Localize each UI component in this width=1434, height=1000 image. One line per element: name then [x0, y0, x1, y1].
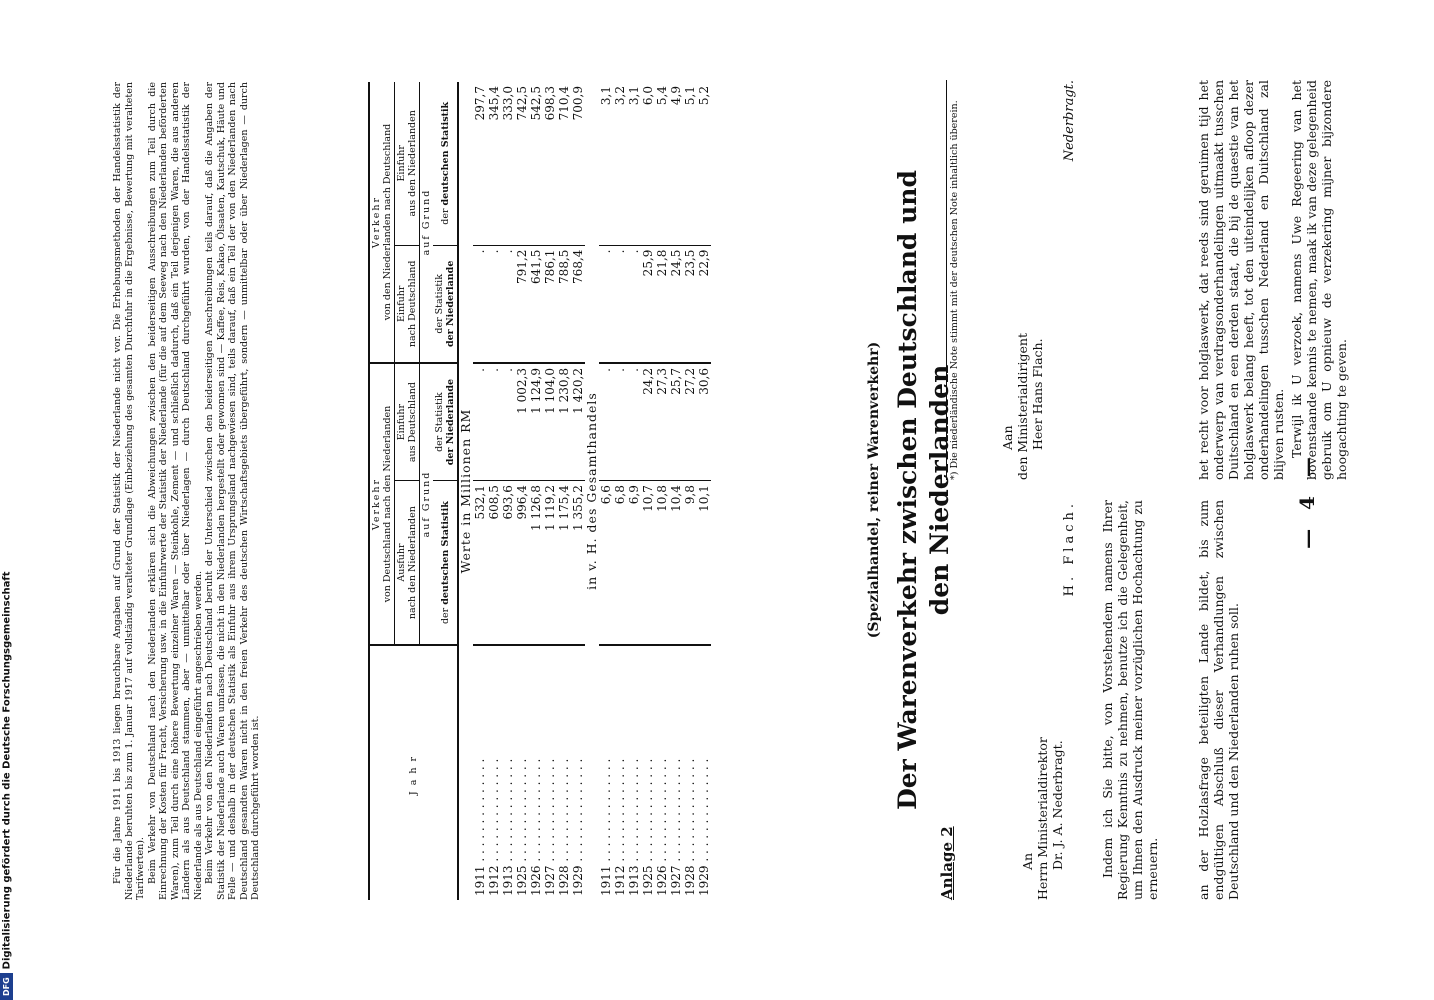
row-value: 532,1 [473, 481, 487, 645]
row-value: 6,9 [627, 481, 641, 645]
row-value: 1 355,2 [571, 481, 585, 645]
row-value: 9,8 [683, 481, 697, 645]
group1-label: Verkehr [371, 477, 382, 531]
row-value: . [473, 363, 487, 481]
addressee-nl-name: Heer Hans Flach. [1030, 338, 1045, 450]
table-row [627, 82, 641, 900]
letter-nl-addressee [1000, 333, 1045, 480]
col1-basis-pre: der [439, 607, 451, 625]
col4-line1: Einfuhr [396, 145, 407, 182]
row-value: . [473, 245, 487, 363]
row-year: 1913 . . . . . . . . . . . . . . [501, 758, 515, 896]
col2-header [395, 363, 420, 481]
row-value: 27,2 [683, 363, 697, 481]
row-value: 608,5 [487, 481, 501, 645]
row-year: 1929 . . . . . . . . . . . . . . [697, 758, 711, 896]
row-value: 1 175,4 [557, 481, 571, 645]
row-value: 641,5 [529, 245, 543, 363]
credit-text: Digitalisierung gefördert durch die Deutsche Forschungsgemeinschaft [1, 571, 13, 970]
row-value: 1 119,2 [543, 481, 557, 645]
table-row [599, 82, 613, 900]
row-value: . [613, 245, 627, 363]
row-value: 6,0 [641, 82, 655, 245]
row-value: . [487, 245, 501, 363]
row-year: 1927 . . . . . . . . . . . . . . [543, 758, 557, 896]
addressee-nl-title: den Ministerialdirigent [1015, 333, 1030, 480]
annex-label: Anlage 2 [938, 826, 956, 900]
letter-nl-footnote: *) Die niederländische Note stimmt mit der deutschen Note inhaltlich überein. [946, 80, 960, 480]
row-value: 3,1 [599, 82, 613, 245]
col1-line2: nach den Niederlanden [407, 506, 418, 620]
table-footnotes [112, 82, 262, 900]
row-value: . [599, 245, 613, 363]
row-value: 30,6 [697, 363, 711, 481]
percent-section [585, 82, 711, 900]
group2-label: Verkehr [371, 195, 382, 249]
letter-de-addressee [1020, 737, 1065, 900]
auf-grund-2: auf Grund [420, 82, 434, 363]
col2-line2: aus Deutschland [407, 382, 418, 463]
row-value: . [501, 363, 515, 481]
col4-basis-name: deutschen Statistik [439, 101, 451, 206]
addressee-name: Dr. J. A. Nederbragt. [1050, 740, 1065, 870]
row-value: 10,4 [669, 481, 683, 645]
footnote-1: Für die Jahre 1911 bis 1913 liegen brauchbare Angaben auf Grund der Statistik der Niederlande nicht vor. Die Erhebungsmethoden der Handelsstatistik der Niederlande beruhten bis zum 1. Januar 1917 auf vollständig veralteter Grundlage (Einbeziehung des gesamten Durchfuhr in die Ergebnisse, Bewertung mit veralteten Tarifwerten). [112, 82, 146, 900]
table-row [557, 82, 571, 900]
auf-grund-1: auf Grund [420, 363, 434, 645]
section-percent-label: in v. H. des Gesamthandels [584, 392, 599, 590]
row-value: 698,3 [543, 82, 557, 245]
addressee-aan: Aan [1000, 425, 1015, 450]
letter-de-closing: Indem ich Sie bitte, von Vorstehendem namens Ihrer Regierung Kenntnis zu nehmen, benutze ich die Gelegenheit, um Ihnen den Ausdruck meiner vorzüglichen Hochachtung zu erneuern. [1100, 500, 1160, 900]
annex-title: Der Warenverkehr zwischen Deutschland und den Niederlanden [893, 170, 954, 810]
row-value: . [627, 363, 641, 481]
col2-line1: Einfuhr [396, 403, 407, 441]
col4-basis [433, 82, 458, 245]
col3-basis-name: der Niederlande [445, 260, 456, 348]
row-value: 4,9 [669, 82, 683, 245]
dfg-logo-icon: DFG [0, 973, 13, 1000]
row-value: 333,0 [501, 82, 515, 245]
row-year: 1925 . . . . . . . . . . . . . . [641, 758, 655, 896]
row-value: 693,6 [501, 481, 515, 645]
row-value: 742,5 [515, 82, 529, 245]
footnote-3: Beim Verkehr von den Niederlanden nach Deutschland beruht der Unterschied zwischen den beiderseitigen Anschreibungen teils darauf, daß die Angaben der Statistik der Niederlande auch Waren umfassen, die nicht in den Niederlanden hergestellt oder gewonnen sind — Kaffee, Reis, Kakao, Ölsaaten, Kautschuk, Häute und Felle — und deshalb in der deutschen Statistik als Einfuhr aus ihrem Ursprungsland nachgewiesen sind, teils darauf, daß ein Teil der von den Niederlanden nach Deutschland gesandten Waren nicht in den freien Verkehr des deutschen Wirtschaftsgebiets übergeführt, sondern — unmittelbar oder über Niederlagen — durch Deutschland durchgeführt worden ist. [204, 82, 261, 900]
row-year: 1928 . . . . . . . . . . . . . . [557, 758, 571, 896]
row-year: 1912 . . . . . . . . . . . . . . [487, 758, 501, 896]
col2-basis [433, 363, 458, 481]
row-year: 1926 . . . . . . . . . . . . . . [655, 758, 669, 896]
values-section [458, 82, 585, 900]
table-row [641, 82, 655, 900]
row-value: 22,9 [697, 245, 711, 363]
row-year: 1911 . . . . . . . . . . . . . . [473, 758, 487, 896]
table-row [501, 82, 515, 900]
table-row [515, 82, 529, 900]
row-year: 1911 . . . . . . . . . . . . . . [599, 758, 613, 896]
row-value: . [613, 363, 627, 481]
row-year: 1929 . . . . . . . . . . . . . . [571, 758, 585, 896]
col2-basis-name: der Niederlande [445, 378, 456, 466]
table-row [543, 82, 557, 900]
row-value: 786,1 [543, 245, 557, 363]
letter-nl [1196, 80, 1352, 480]
col3-line1: Einfuhr [396, 285, 407, 323]
col3-header [395, 245, 420, 363]
row-value: 345,4 [487, 82, 501, 245]
col1-basis-name: deutschen Statistik [439, 501, 451, 605]
row-value: 542,5 [529, 82, 543, 245]
row-year: 1913 . . . . . . . . . . . . . . [627, 758, 641, 896]
row-value: . [599, 363, 613, 481]
annex-subtitle: (Spezialhandel, reiner Warenverkehr) [866, 341, 882, 639]
row-value: . [501, 245, 515, 363]
table-row [487, 82, 501, 900]
table-row [683, 82, 697, 900]
col4-basis-pre: der [439, 208, 451, 225]
row-year: 1926 . . . . . . . . . . . . . . [529, 758, 543, 896]
col1-line1: Ausfuhr [396, 543, 407, 582]
letter-de-closing-block [1100, 500, 1163, 900]
row-value: 10,8 [655, 481, 669, 645]
row-year: 1912 . . . . . . . . . . . . . . [613, 758, 627, 896]
row-value: 10,1 [697, 481, 711, 645]
row-year: 1928 . . . . . . . . . . . . . . [683, 758, 697, 896]
table-row [571, 82, 585, 900]
row-value: 25,7 [669, 363, 683, 481]
table-row [613, 82, 627, 900]
row-value: 1 420,2 [571, 363, 585, 481]
table-row [655, 82, 669, 900]
row-value: 996,4 [515, 481, 529, 645]
row-value: 788,5 [557, 245, 571, 363]
row-value: 21,8 [655, 245, 669, 363]
col3-basis-pre: der Statistik [434, 274, 445, 334]
row-value: 768,4 [571, 245, 585, 363]
header-group1 [369, 363, 395, 645]
page-number: — 4 — [1295, 451, 1319, 549]
group2-sub: von den Niederlanden nach Deutschland [382, 123, 393, 321]
row-value: . [487, 363, 501, 481]
row-value: 23,5 [683, 245, 697, 363]
row-value: 24,5 [669, 245, 683, 363]
col4-line2: aus den Niederlanden [407, 110, 418, 217]
row-value: 24,2 [641, 363, 655, 481]
letter-de-signature: H. Flach. [1062, 500, 1077, 597]
letter-de [1196, 500, 1244, 900]
table-row [669, 82, 683, 900]
row-value: 5,2 [697, 82, 711, 245]
col1-header [395, 481, 420, 645]
col1-basis [433, 481, 458, 645]
letter-de-text-top: an der Holzlasfrage beteiligten Lande bildet, bis zum endgültigen Abschluß dieser Verhandlungen zwischen Deutschland und den Niederlanden ruhen soll. [1196, 500, 1241, 900]
col2-basis-pre: der Statistik [434, 392, 445, 452]
addressee-title: Herrn Ministerialdirektor [1035, 737, 1050, 900]
row-value: 27,3 [655, 363, 669, 481]
header-group2 [369, 82, 395, 363]
row-value: 297,7 [473, 82, 487, 245]
digitization-credit [0, 0, 22, 1000]
row-value: 710,4 [557, 82, 571, 245]
row-value: 3,2 [613, 82, 627, 245]
header-year: Jahr [369, 645, 458, 900]
row-value: 1 002,3 [515, 363, 529, 481]
col3-basis [433, 245, 458, 363]
row-value: 1 124,9 [529, 363, 543, 481]
row-year: 1927 . . . . . . . . . . . . . . [669, 758, 683, 896]
table-row [697, 82, 711, 900]
row-value: 1 230,8 [557, 363, 571, 481]
row-value: 1 126,8 [529, 481, 543, 645]
row-value: . [627, 245, 641, 363]
letter-nl-closing: Terwijl ik U verzoek, namens Uwe Regeering van het bovenstaande kennis te nemen, maak ik van deze gelegenheid gebruik om U opnieuw de verzekering mijner bijzondere hoogachting te geven. [1289, 80, 1349, 480]
table-row [473, 82, 487, 900]
addressee-an: An [1020, 852, 1035, 870]
col4-header [395, 82, 420, 245]
section-values-label: Werte in Millionen RM [458, 408, 473, 574]
row-year: 1925 . . . . . . . . . . . . . . [515, 758, 529, 896]
row-value: 1 104,0 [543, 363, 557, 481]
row-value: 6,6 [599, 481, 613, 645]
row-value: 10,7 [641, 481, 655, 645]
trade-table [368, 82, 711, 900]
row-value: 5,1 [683, 82, 697, 245]
letter-nl-signature: Nederbragt. [1062, 80, 1077, 162]
table-row [529, 82, 543, 900]
row-value: 6,8 [613, 481, 627, 645]
row-value: 25,9 [641, 245, 655, 363]
row-value: 700,9 [571, 82, 585, 245]
col3-line2: nach Deutschland [407, 260, 418, 348]
row-value: 791,2 [515, 245, 529, 363]
footnote-2: Beim Verkehr von Deutschland nach den Niederlanden erklären sich die Abweichungen zwischen den beiderseitigen Ausschreibungen zum Teil durch die Einrechnung der Kosten für Fracht, Versicherung usw. in die Einfuhrwerte der Statistik der Niederlande (für die auf dem Seeweg nach den Niederlanden beförderten Waren), zum Teil durch eine höhere Bewertung einzelner Waren — Steinkohle, Zement — und schließlich dadurch, daß ein Teil derjenigen Waren, die aus anderen Ländern als aus Deutschland stammen, aber — unmittelbar oder über Niederlagen — durch Deutschland durchgeführt wurden, von der Handelsstatistik der Niederlande als aus Deutschland eingeführt angeschrieben werden. [146, 82, 204, 900]
row-value: 5,4 [655, 82, 669, 245]
letter-nl-text-top: het recht voor holglaswerk, dat reeds sind geruimen tijd het onderwerp van verdragsonderhandelingen uitmaakt tusschen Duitschland en een derden staat, die bij de quaestie van het holglaswerk belang heeft, tot den uiteindelijken afloop dezer onderhandelingen tusschen Nederland en Duitschland zal blijven rusten. [1196, 80, 1286, 480]
group1-sub: von Deutschland nach den Niederlanden [382, 405, 393, 603]
row-value: 3,1 [627, 82, 641, 245]
